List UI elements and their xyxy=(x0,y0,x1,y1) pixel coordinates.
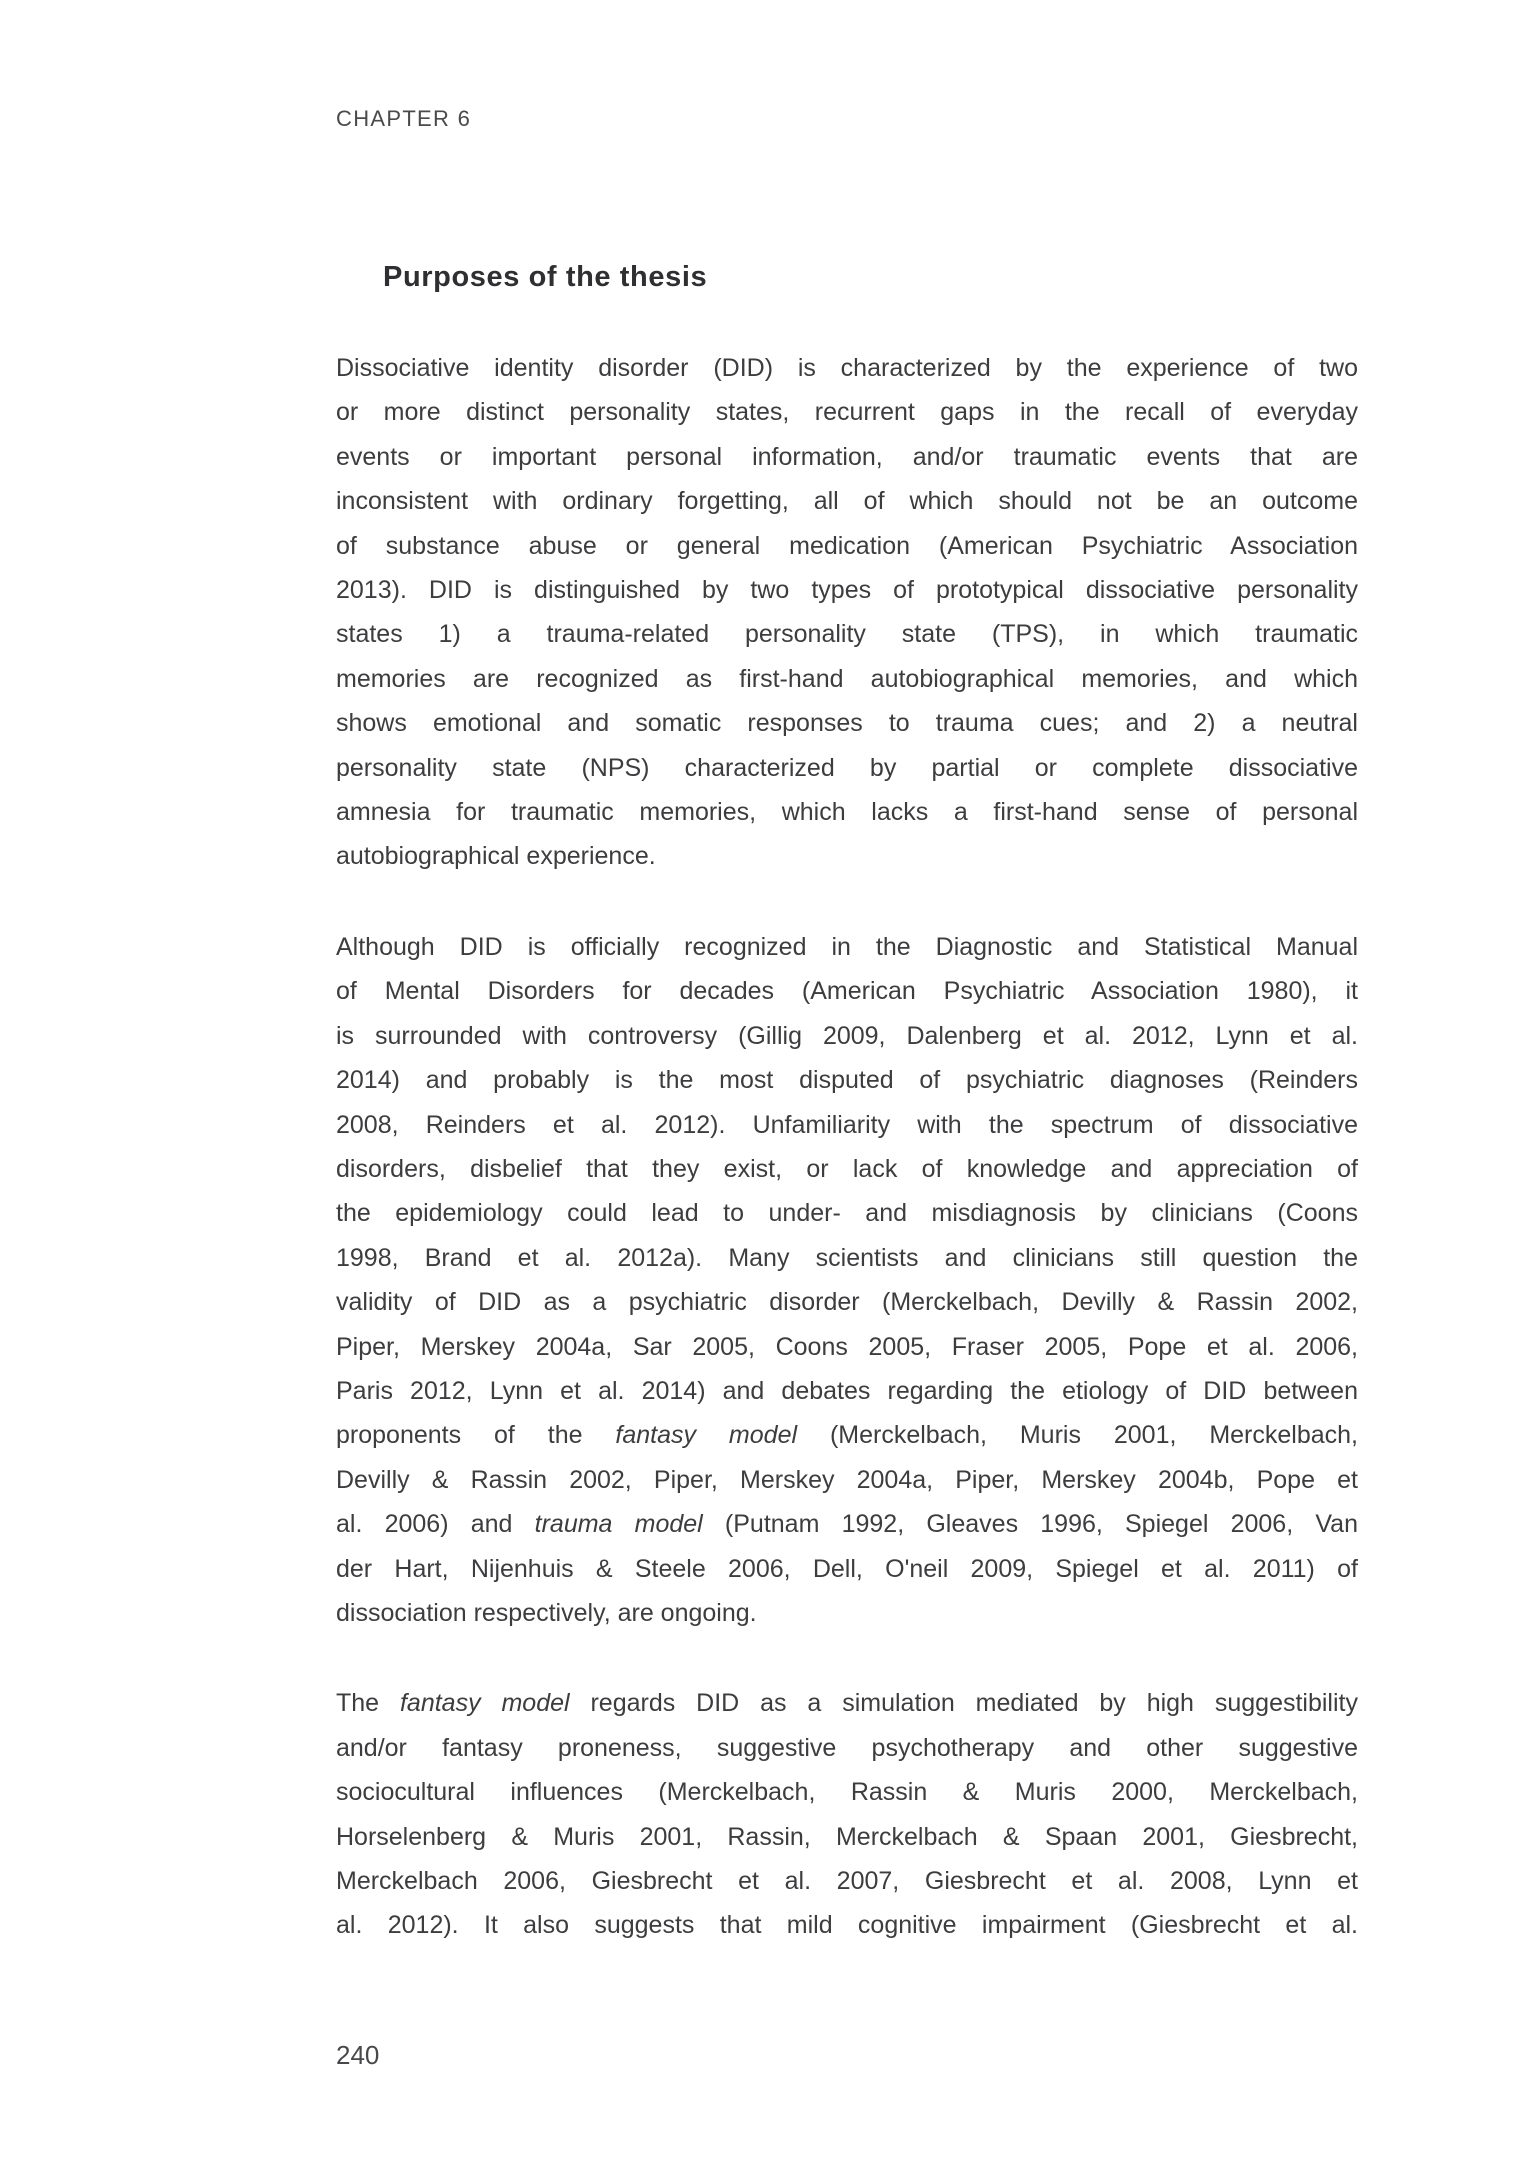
text-line xyxy=(336,1147,1358,1191)
text-segment: and/or fantasy proneness, suggestive psychotherapy and other suggestive xyxy=(336,1733,1358,1762)
text-segment: Piper, Merskey 2004a, Sar 2005, Coons 2005, Fraser 2005, Pope et al. 2006, xyxy=(336,1332,1358,1361)
text-line xyxy=(336,657,1358,701)
paragraph xyxy=(336,925,1358,1636)
text-segment: proponents of the xyxy=(336,1421,616,1450)
text-line xyxy=(336,435,1358,479)
text-segment: inconsistent with ordinary forgetting, all of which should not be an outcome xyxy=(336,487,1358,516)
text-segment: shows emotional and somatic responses to trauma cues; and 2) a neutral xyxy=(336,709,1358,738)
text-line xyxy=(336,1502,1358,1546)
section-heading: Purposes of the thesis xyxy=(383,261,708,293)
text-segment: Paris 2012, Lynn et al. 2014) and debates regarding the etiology of DID between xyxy=(336,1376,1358,1405)
italic-text: fantasy model xyxy=(399,1689,570,1718)
text-segment: (Merckelbach, Muris 2001, Merckelbach, xyxy=(797,1421,1358,1450)
body-text xyxy=(336,346,1358,1994)
text-segment: der Hart, Nijenhuis & Steele 2006, Dell, O'neil 2009, Spiegel et al. 2011) of xyxy=(336,1554,1358,1583)
text-segment: Devilly & Rassin 2002, Piper, Merskey 2004a, Piper, Merskey 2004b, Pope et xyxy=(336,1465,1358,1494)
text-line xyxy=(336,1191,1358,1235)
chapter-label: CHAPTER 6 xyxy=(336,106,472,131)
text-segment: regards DID as a simulation mediated by high suggestibility xyxy=(569,1689,1358,1718)
text-line xyxy=(336,1058,1358,1102)
text-line xyxy=(336,1815,1358,1859)
text-line xyxy=(336,746,1358,790)
text-segment: dissociation respectively, are ongoing. xyxy=(336,1598,757,1627)
text-line xyxy=(336,1413,1358,1457)
text-line xyxy=(336,1726,1358,1770)
text-segment: al. 2006) and xyxy=(336,1510,535,1539)
paragraph xyxy=(336,346,1358,879)
text-segment: the epidemiology could lead to under- and misdiagnosis by clinicians (Coons xyxy=(336,1199,1358,1228)
text-line xyxy=(336,1103,1358,1147)
text-segment: disorders, disbelief that they exist, or lack of knowledge and appreciation of xyxy=(336,1154,1358,1183)
text-segment: Although DID is officially recognized in the Diagnostic and Statistical Manual xyxy=(336,932,1358,961)
text-segment: sociocultural influences (Merckelbach, Rassin & Muris 2000, Merckelbach, xyxy=(336,1778,1358,1807)
text-line xyxy=(336,390,1358,434)
text-segment: is surrounded with controversy (Gillig 2009, Dalenberg et al. 2012, Lynn et al. xyxy=(336,1021,1358,1050)
text-segment: 2008, Reinders et al. 2012). Unfamiliarity with the spectrum of dissociative xyxy=(336,1110,1358,1139)
text-line xyxy=(336,1458,1358,1502)
text-line xyxy=(336,568,1358,612)
italic-text: fantasy model xyxy=(615,1421,798,1450)
text-line xyxy=(336,701,1358,745)
text-line xyxy=(336,479,1358,523)
italic-text: trauma model xyxy=(534,1510,703,1539)
text-line xyxy=(336,1014,1358,1058)
text-line xyxy=(336,1591,1358,1635)
text-line xyxy=(336,1681,1358,1725)
text-segment: validity of DID as a psychiatric disorder (Merckelbach, Devilly & Rassin 2002, xyxy=(336,1288,1358,1317)
text-line xyxy=(336,1369,1358,1413)
text-segment: memories are recognized as first-hand autobiographical memories, and which xyxy=(336,664,1358,693)
text-line xyxy=(336,1859,1358,1903)
text-line xyxy=(336,834,1358,878)
text-line xyxy=(336,346,1358,390)
text-segment: states 1) a trauma-related personality state (TPS), in which traumatic xyxy=(336,620,1358,649)
text-line xyxy=(336,1325,1358,1369)
page-number: 240 xyxy=(336,2040,380,2070)
text-segment: personality state (NPS) characterized by partial or complete dissociative xyxy=(336,753,1358,782)
text-line xyxy=(336,925,1358,969)
text-segment: Horselenberg & Muris 2001, Rassin, Merckelbach & Spaan 2001, Giesbrecht, xyxy=(336,1822,1358,1851)
text-segment: Dissociative identity disorder (DID) is characterized by the experience of two xyxy=(336,354,1358,382)
text-segment: The xyxy=(336,1689,400,1718)
text-segment: amnesia for traumatic memories, which lacks a first-hand sense of personal xyxy=(336,798,1358,827)
text-segment: (Putnam 1992, Gleaves 1996, Spiegel 2006, Van xyxy=(702,1510,1358,1539)
text-line xyxy=(336,969,1358,1013)
text-segment: Merckelbach 2006, Giesbrecht et al. 2007, Giesbrecht et al. 2008, Lynn et xyxy=(336,1867,1358,1895)
paragraph xyxy=(336,1681,1358,1947)
text-segment: 2014) and probably is the most disputed of psychiatric diagnoses (Reinders xyxy=(336,1066,1358,1095)
text-segment: autobiographical experience. xyxy=(336,842,656,871)
text-line xyxy=(336,524,1358,568)
text-segment: al. 2012). It also suggests that mild cognitive impairment (Giesbrecht et al. xyxy=(336,1911,1358,1940)
text-segment: events or important personal information, and/or traumatic events that are xyxy=(336,442,1358,471)
text-segment: or more distinct personality states, recurrent gaps in the recall of everyday xyxy=(336,398,1358,427)
text-line xyxy=(336,1280,1358,1324)
text-line xyxy=(336,612,1358,656)
text-segment: 2013). DID is distinguished by two types of prototypical dissociative personality xyxy=(336,576,1358,605)
text-line xyxy=(336,1770,1358,1814)
text-segment: 1998, Brand et al. 2012a). Many scientists and clinicians still question the xyxy=(336,1243,1358,1272)
text-segment: of Mental Disorders for decades (American Psychiatric Association 1980), it xyxy=(336,977,1358,1006)
text-segment: of substance abuse or general medication (American Psychiatric Association xyxy=(336,531,1358,560)
text-line xyxy=(336,1236,1358,1280)
text-line xyxy=(336,1547,1358,1591)
text-line xyxy=(336,790,1358,834)
text-line xyxy=(336,1903,1358,1947)
